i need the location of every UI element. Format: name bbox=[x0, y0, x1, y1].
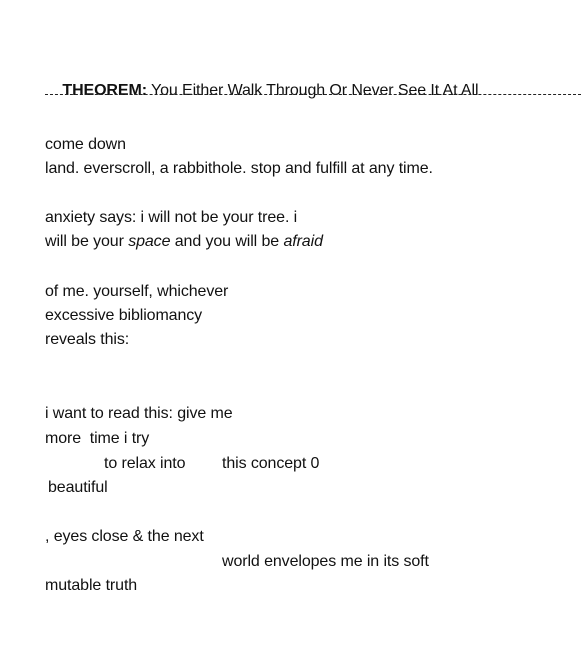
title-text: You Either Walk Through Or Never See It At All bbox=[146, 82, 479, 99]
stanza-4-line-1: i want to read this: give me bbox=[45, 405, 233, 422]
stanza-5-line-3: mutable truth bbox=[45, 577, 138, 594]
stanza-2-line-1: anxiety says: i will not be your tree. i bbox=[45, 209, 298, 226]
stanza-1-line-1: come down bbox=[45, 136, 126, 153]
stanza-5-line-1: , eyes close & the next bbox=[45, 528, 204, 545]
stanza-3-line-2: excessive bibliomancy bbox=[45, 307, 203, 324]
stanza-4-line-3b: this concept 0 bbox=[222, 455, 320, 472]
stanza-1-line-2: land. everscroll, a rabbithole. stop and fulfill at any time. bbox=[45, 160, 433, 177]
stanza-2-line-2 bbox=[45, 232, 323, 252]
stanza-4-line-4: beautiful bbox=[48, 479, 108, 496]
stanza-2-word-afraid: afraid bbox=[283, 233, 323, 250]
stanza-3-line-1: of me. yourself, whichever bbox=[45, 283, 229, 300]
poem-title bbox=[45, 61, 478, 121]
stanza-2-word-space: space bbox=[128, 233, 171, 250]
stanza-4-line-2: more time i try bbox=[45, 430, 150, 447]
title-divider bbox=[45, 94, 581, 95]
stanza-2-line-2-part-a: will be your bbox=[45, 233, 129, 250]
stanza-4-line-3a: to relax into bbox=[104, 455, 186, 472]
stanza-5-line-2: world envelopes me in its soft bbox=[222, 553, 429, 570]
stanza-2-line-2-part-c: and you will be bbox=[170, 233, 284, 250]
stanza-3-line-3: reveals this: bbox=[45, 331, 130, 348]
title-label: THEOREM: bbox=[62, 82, 147, 99]
